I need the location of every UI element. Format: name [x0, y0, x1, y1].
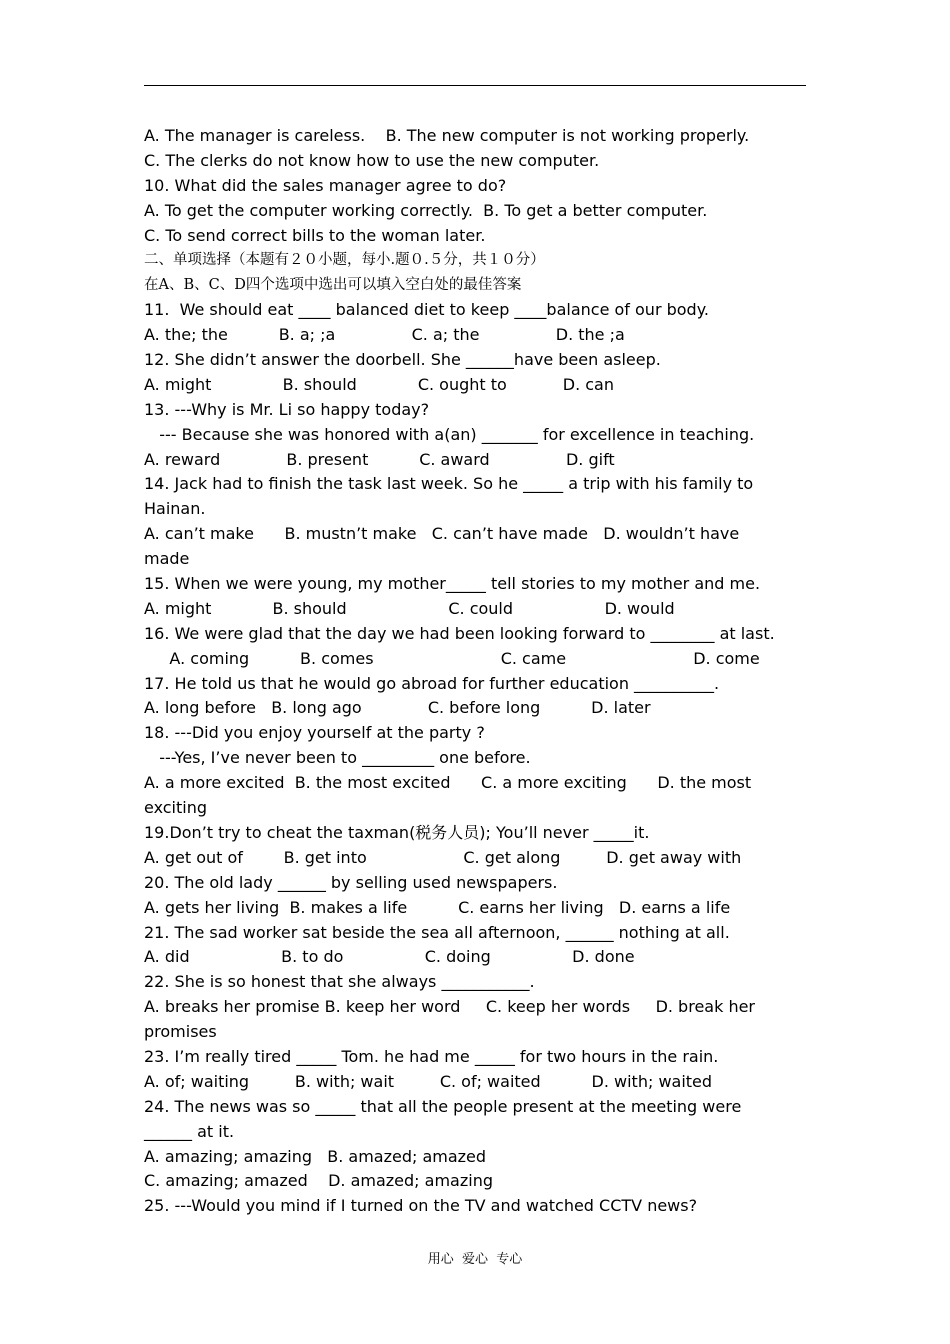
- question-line: 17. He told us that he would go abroad for further education __________.: [144, 673, 720, 693]
- option-line: A. did B. to do C. doing D. done: [144, 947, 635, 967]
- question-line: 15. When we were young, my mother_____ tell stories to my mother and me.: [144, 574, 761, 594]
- question-line: 24. The news was so _____ that all the people present at the meeting were: [144, 1096, 742, 1116]
- question-line: 11. We should eat ____ balanced diet to keep ____balance of our body.: [144, 300, 709, 320]
- option-line: exciting: [144, 798, 208, 818]
- question-line: 23. I’m really tired _____ Tom. he had me _____ for two hours in the rain.: [144, 1046, 719, 1066]
- option-line: C. amazing; amazed D. amazed; amazing: [144, 1171, 493, 1191]
- question-line: 25. ---Would you mind if I turned on the TV and watched CCTV news?: [144, 1196, 698, 1216]
- section-instruction: 在A、B、C、D四个选项中选出可以填入空白处的最佳答案: [144, 277, 522, 294]
- option-line: C. To send correct bills to the woman later.: [144, 225, 486, 245]
- option-line: A. long before B. long ago C. before long D. later: [144, 698, 651, 718]
- question-line: 13. ---Why is Mr. Li so happy today?: [144, 399, 430, 419]
- option-line: A. can’t make B. mustn’t make C. can’t have made D. wouldn’t have: [144, 524, 740, 544]
- option-line: A. breaks her promise B. keep her word C. keep her words D. break her: [144, 997, 755, 1017]
- question-line: --- Because she was honored with a(an) _______ for excellence in teaching.: [144, 424, 755, 444]
- question-line: 21. The sad worker sat beside the sea all afternoon, ______ nothing at all.: [144, 922, 730, 942]
- option-line: C. The clerks do not know how to use the new computer.: [144, 150, 600, 170]
- option-line: A. a more excited B. the most excited C. a more exciting D. the most: [144, 773, 752, 793]
- option-line: A. might B. should C. could D. would: [144, 598, 675, 618]
- question-line: 10. What did the sales manager agree to do?: [144, 175, 507, 195]
- question-line: Hainan.: [144, 499, 206, 519]
- option-line: A. amazing; amazing B. amazed; amazed: [144, 1146, 487, 1166]
- option-line: A. might B. should C. ought to D. can: [144, 374, 614, 394]
- option-line: A. of; waiting B. with; wait C. of; waited D. with; waited: [144, 1071, 713, 1091]
- question-line: 12. She didn’t answer the doorbell. She ______have been asleep.: [144, 350, 661, 370]
- document-body: [144, 124, 814, 1219]
- question-line: 14. Jack had to finish the task last week. So he _____ a trip with his family to: [144, 474, 754, 494]
- page-footer: 用心 爱心 专心: [427, 1252, 523, 1267]
- option-line: A. the; the B. a; ;a C. a; the D. the ;a: [144, 325, 625, 345]
- section-heading: 二、单项选择（本题有２０小题，每小.题０.５分，共１０分）: [144, 252, 545, 269]
- question-line: 16. We were glad that the day we had been looking forward to ________ at last.: [144, 623, 775, 643]
- option-line: A. coming B. comes C. came D. come: [144, 648, 760, 668]
- option-line: A. reward B. present C. award D. gift: [144, 449, 615, 469]
- question-line: 22. She is so honest that she always ___________.: [144, 972, 535, 992]
- option-line: A. get out of B. get into C. get along D. get away with: [144, 847, 742, 867]
- option-line: A. To get the computer working correctly. B. To get a better computer.: [144, 200, 708, 220]
- question-line: 18. ---Did you enjoy yourself at the party ?: [144, 723, 485, 743]
- option-line: A. gets her living B. makes a life C. earns her living D. earns a life: [144, 897, 731, 917]
- option-line: promises: [144, 1022, 217, 1042]
- question-line: ______ at it.: [144, 1121, 235, 1141]
- question-line: 20. The old lady ______ by selling used newspapers.: [144, 872, 558, 892]
- question-line: 19.Don’t try to cheat the taxman(税务人员); You’ll never _____it.: [144, 822, 650, 842]
- option-line: made: [144, 549, 190, 569]
- question-line: ---Yes, I’ve never been to _________ one before.: [144, 748, 531, 768]
- option-line: A. The manager is careless. B. The new computer is not working properly.: [144, 126, 750, 145]
- header-rule: [144, 85, 806, 86]
